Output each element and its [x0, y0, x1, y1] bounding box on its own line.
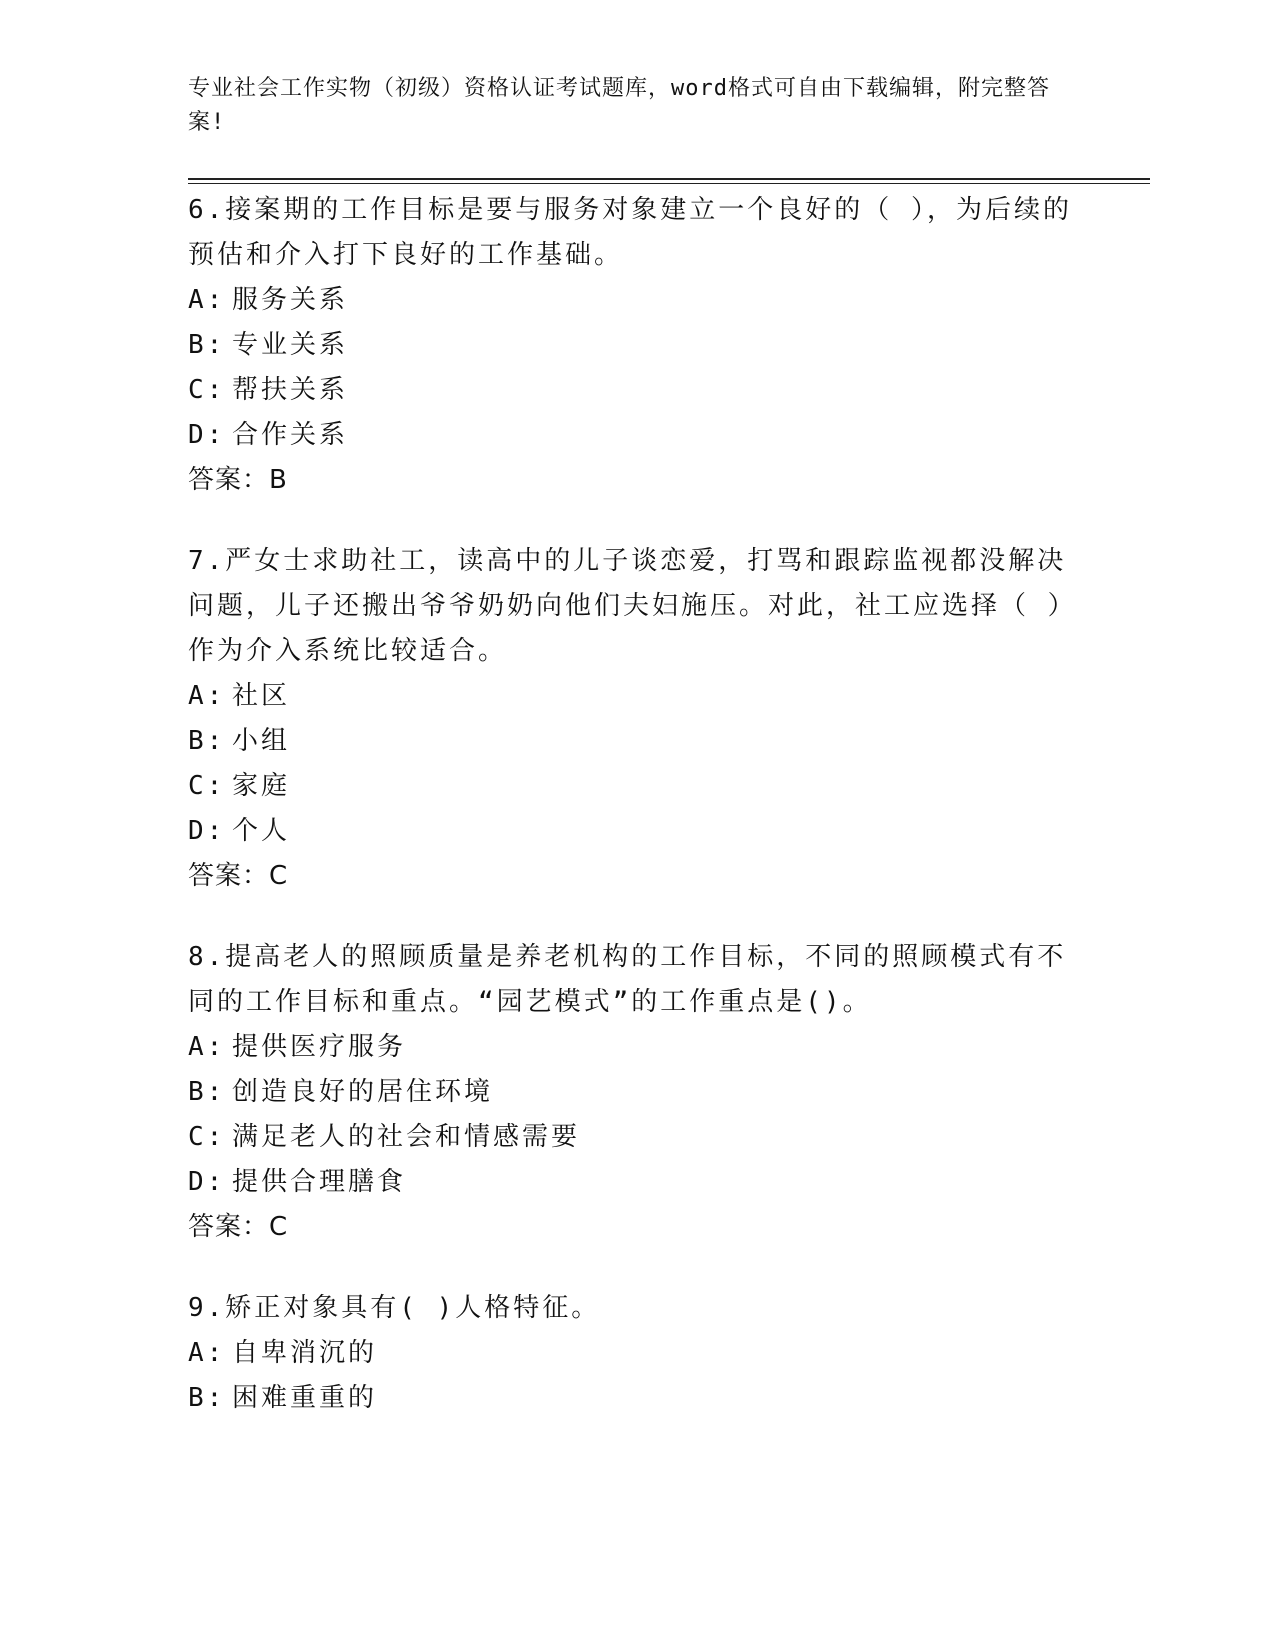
- option-text: 社区: [232, 681, 291, 711]
- option-letter: A:: [188, 1032, 226, 1062]
- option-text: 困难重重的: [232, 1383, 378, 1413]
- question-8: [188, 935, 1088, 1250]
- option-a: [188, 1331, 1088, 1376]
- option-c: [188, 368, 1088, 413]
- option-text: 服务关系: [232, 285, 349, 315]
- option-letter: B:: [188, 1383, 226, 1413]
- answer-line: 答案：C: [188, 861, 289, 891]
- option-c: [188, 1115, 1088, 1160]
- question-text: 9.矫正对象具有( )人格特征。: [188, 1293, 601, 1323]
- question-text: 7.严女士求助社工，读高中的儿子谈恋爱，打骂和跟踪监视都没解决问题，儿子还搬出爷爷奶奶向他们夫妇施压。对此，社工应选择（ ）作为介入系统比较适合。: [188, 546, 1077, 666]
- option-letter: C:: [188, 1122, 226, 1152]
- question-9: [188, 1286, 1088, 1421]
- option-text: 家庭: [232, 771, 291, 801]
- option-letter: B:: [188, 726, 226, 756]
- option-letter: A:: [188, 285, 226, 315]
- option-text: 小组: [232, 726, 291, 756]
- option-letter: C:: [188, 771, 226, 801]
- option-a: [188, 674, 1088, 719]
- question-list: [188, 188, 1088, 1457]
- option-b: [188, 719, 1088, 764]
- option-text: 提供医疗服务: [232, 1032, 407, 1062]
- option-letter: D:: [188, 1167, 226, 1197]
- header-rule-thin: [188, 183, 1150, 184]
- option-letter: D:: [188, 816, 226, 846]
- option-c: [188, 764, 1088, 809]
- question-7: [188, 539, 1088, 899]
- option-text: 创造良好的居住环境: [232, 1077, 494, 1107]
- answer-line: 答案：B: [188, 465, 288, 495]
- option-letter: B:: [188, 330, 226, 360]
- option-text: 提供合理膳食: [232, 1167, 407, 1197]
- document-header-title: 专业社会工作实物（初级）资格认证考试题库，word格式可自由下载编辑，附完整答案!: [188, 76, 1050, 135]
- question-text: 6.接案期的工作目标是要与服务对象建立一个良好的（ ），为后续的预估和介入打下良好的工作基础。: [188, 195, 1072, 270]
- option-letter: B:: [188, 1077, 226, 1107]
- option-text: 专业关系: [232, 330, 349, 360]
- answer-line: 答案：C: [188, 1212, 289, 1242]
- option-letter: C:: [188, 375, 226, 405]
- option-b: [188, 323, 1088, 368]
- option-d: [188, 413, 1088, 458]
- option-letter: A:: [188, 681, 226, 711]
- option-letter: D:: [188, 420, 226, 450]
- option-b: [188, 1070, 1088, 1115]
- option-text: 个人: [232, 816, 291, 846]
- header-rule-thick: [188, 178, 1150, 180]
- option-a: [188, 278, 1088, 323]
- option-text: 合作关系: [232, 420, 349, 450]
- question-6: [188, 188, 1088, 503]
- option-d: [188, 1160, 1088, 1205]
- option-text: 帮扶关系: [232, 375, 349, 405]
- option-d: [188, 809, 1088, 854]
- option-text: 自卑消沉的: [232, 1338, 378, 1368]
- option-text: 满足老人的社会和情感需要: [232, 1122, 581, 1152]
- option-letter: A:: [188, 1338, 226, 1368]
- question-text: 8.提高老人的照顾质量是养老机构的工作目标，不同的照顾模式有不同的工作目标和重点。“园艺模式”的工作重点是()。: [188, 942, 1067, 1017]
- option-a: [188, 1025, 1088, 1070]
- option-b: [188, 1376, 1088, 1421]
